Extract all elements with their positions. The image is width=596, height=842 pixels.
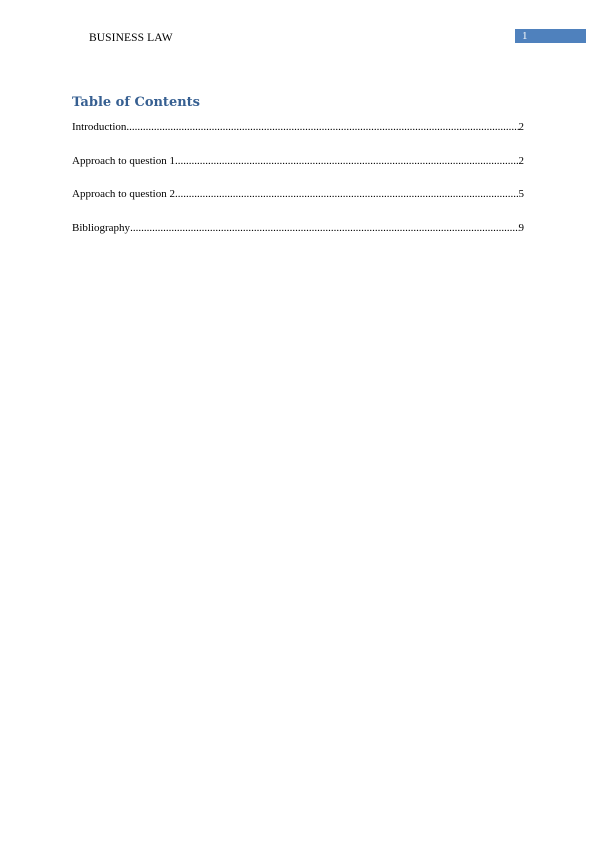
toc-entry-approach-question-1[interactable]	[72, 154, 524, 188]
toc-entry-title: Bibliography	[72, 221, 131, 234]
toc-entry-title: Introduction	[72, 121, 127, 133]
page-number-badge: 1	[515, 29, 586, 43]
running-header: BUSINESS LAW	[89, 32, 173, 44]
toc-dot-leader	[175, 187, 519, 201]
toc-entry-introduction[interactable]	[72, 120, 524, 154]
toc-entry-title: Approach to question 1	[72, 154, 175, 167]
toc-dot-leader	[130, 221, 518, 235]
toc-heading: Table of Contents	[72, 95, 200, 110]
toc-entry-page: 5	[518, 188, 524, 200]
toc-entry-title: Approach to question 2	[72, 188, 175, 200]
toc-entry-approach-question-2[interactable]	[72, 187, 524, 221]
toc-entry-page: 9	[518, 221, 524, 234]
toc-dot-leader	[126, 120, 518, 134]
toc-entry-bibliography[interactable]	[72, 221, 524, 255]
toc-entry-page: 2	[518, 154, 524, 167]
toc-entry-page: 2	[518, 121, 524, 133]
toc-dot-leader	[175, 154, 519, 168]
table-of-contents	[72, 120, 524, 254]
